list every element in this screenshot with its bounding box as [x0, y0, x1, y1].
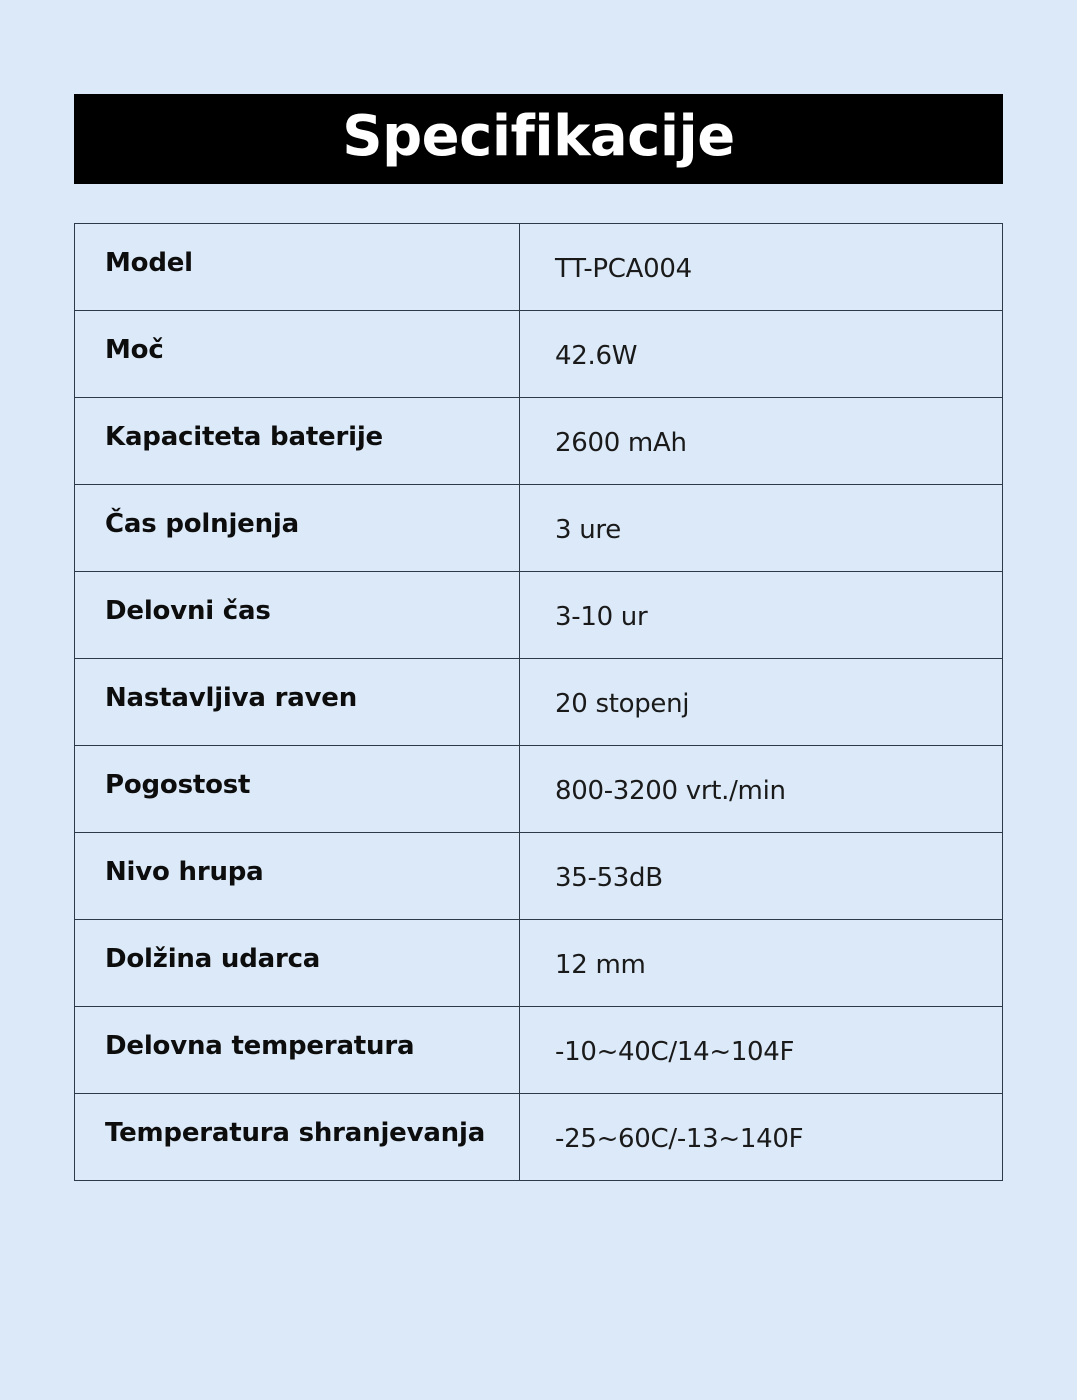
- spec-label-text: Model: [105, 248, 193, 278]
- table-row-stroke-length: [75, 920, 1003, 1007]
- table-row-battery-capacity: [75, 398, 1003, 485]
- spec-label-text: Delovna temperatura: [105, 1031, 415, 1061]
- spec-value-text: 20 stopenj: [555, 689, 690, 719]
- spec-label: [75, 311, 520, 398]
- spec-value: [520, 224, 1003, 311]
- spec-label: [75, 224, 520, 311]
- spec-value: [520, 311, 1003, 398]
- spec-label: [75, 659, 520, 746]
- table-row-model: [75, 224, 1003, 311]
- spec-label: [75, 920, 520, 1007]
- spec-label: [75, 1007, 520, 1094]
- spec-label: [75, 398, 520, 485]
- spec-label-text: Čas polnjenja: [105, 509, 299, 539]
- spec-value: [520, 920, 1003, 1007]
- table-row-working-time: [75, 572, 1003, 659]
- table-row-storage-temperature: [75, 1094, 1003, 1181]
- table-row-charging-time: [75, 485, 1003, 572]
- spec-label-text: Temperatura shranjevanja: [105, 1118, 486, 1148]
- spec-label: [75, 1094, 520, 1181]
- spec-label: [75, 572, 520, 659]
- table-row-noise-level: [75, 833, 1003, 920]
- spec-value-text: 12 mm: [555, 950, 646, 980]
- spec-value: [520, 1007, 1003, 1094]
- spec-label-text: Delovni čas: [105, 596, 271, 626]
- spec-label: [75, 485, 520, 572]
- table-row-power: [75, 311, 1003, 398]
- spec-value-text: TT-PCA004: [555, 254, 692, 284]
- spec-value: [520, 659, 1003, 746]
- spec-label-text: Pogostost: [105, 770, 251, 800]
- spec-value: [520, 485, 1003, 572]
- spec-value-text: -25~60C/-13~140F: [555, 1124, 804, 1154]
- spec-label-text: Nivo hrupa: [105, 857, 264, 887]
- spec-value: [520, 746, 1003, 833]
- spec-value: [520, 833, 1003, 920]
- spec-value-text: -10~40C/14~104F: [555, 1037, 795, 1067]
- spec-value: [520, 398, 1003, 485]
- spec-label: [75, 833, 520, 920]
- spec-label-text: Kapaciteta baterije: [105, 422, 383, 452]
- spec-label-text: Nastavljiva raven: [105, 683, 358, 713]
- table-row-operating-temperature: [75, 1007, 1003, 1094]
- title-banner: [74, 94, 1003, 184]
- spec-value: [520, 572, 1003, 659]
- spec-value-text: 2600 mAh: [555, 428, 687, 458]
- spec-table: [74, 223, 1003, 1181]
- table-row-frequency: [75, 746, 1003, 833]
- table-row-adjustable-level: [75, 659, 1003, 746]
- spec-value-text: 42.6W: [555, 341, 638, 371]
- spec-label: [75, 746, 520, 833]
- spec-value-text: 3-10 ur: [555, 602, 648, 632]
- spec-label-text: Dolžina udarca: [105, 944, 321, 974]
- spec-value-text: 800-3200 vrt./min: [555, 776, 786, 806]
- spec-label-text: Moč: [105, 335, 164, 365]
- spec-value-text: 35-53dB: [555, 863, 663, 893]
- page-title: Specifikacije: [342, 104, 735, 169]
- spec-value-text: 3 ure: [555, 515, 621, 545]
- spec-value: [520, 1094, 1003, 1181]
